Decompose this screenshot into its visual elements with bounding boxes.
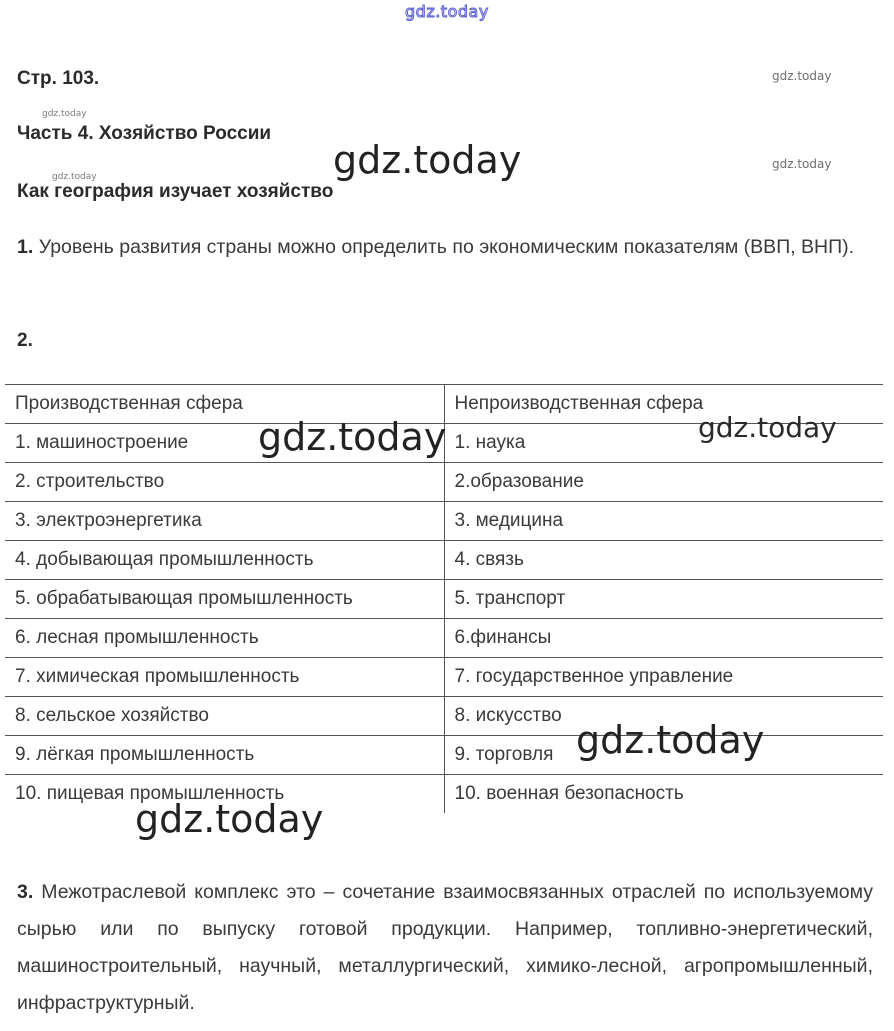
table-cell: 9. лёгкая промышленность — [5, 736, 444, 775]
table-cell: 4. связь — [444, 541, 883, 580]
table-cell: 3. медицина — [444, 502, 883, 541]
question-3 — [17, 874, 873, 1022]
question-1 — [17, 229, 873, 266]
question-2-number: 2. — [17, 330, 33, 351]
question-3-text: Межотраслевой комплекс это – сочетание взаимосвязанных отраслей по используемому сырью или по выпуску готовой продукции. Например, топливно-энергетический, машиностроительный, научный, металлургический, химико-лесной, агропромышленный, инфраструктурный. — [17, 881, 873, 1014]
watermark-big: gdz.today — [576, 718, 765, 762]
table-row — [5, 502, 883, 541]
watermark-big: gdz.today — [258, 415, 447, 459]
table-row — [5, 541, 883, 580]
table-header-nonproduction: Непроизводственная сфера — [444, 385, 883, 424]
table-cell: 1. наука — [444, 424, 883, 463]
table-cell: 6. лесная промышленность — [5, 619, 444, 658]
watermark-top: gdz.today — [405, 2, 489, 21]
table-row — [5, 658, 883, 697]
watermark-small: gdz.today — [772, 69, 832, 83]
watermark-small: gdz.today — [52, 172, 97, 182]
table-cell: 6.финансы — [444, 619, 883, 658]
page-reference: Стр. 103. — [17, 68, 100, 89]
table-cell: 4. добывающая промышленность — [5, 541, 444, 580]
section-title: Как география изучает хозяйство — [17, 181, 334, 202]
table-header-production: Производственная сфера — [5, 385, 444, 424]
table-cell: 3. электроэнергетика — [5, 502, 444, 541]
table-row — [5, 619, 883, 658]
watermark-big: gdz.today — [698, 411, 837, 444]
table-cell: 8. искусство — [444, 697, 883, 736]
question-3-number: 3. — [17, 881, 34, 903]
watermark-big: gdz.today — [333, 138, 522, 182]
table-cell: 10. пищевая промышленность — [5, 775, 444, 814]
watermark-big: gdz.today — [135, 797, 324, 841]
table-cell: 5. обрабатывающая промышленность — [5, 580, 444, 619]
table-cell: 5. транспорт — [444, 580, 883, 619]
table-cell: 9. торговля — [444, 736, 883, 775]
table-cell: 7. химическая промышленность — [5, 658, 444, 697]
table-cell: 2. строительство — [5, 463, 444, 502]
table-cell: 10. военная безопасность — [444, 775, 883, 814]
part-title: Часть 4. Хозяйство России — [17, 123, 272, 144]
table-row — [5, 580, 883, 619]
table-cell: 7. государственное управление — [444, 658, 883, 697]
table-cell: 2.образование — [444, 463, 883, 502]
question-1-text: Уровень развития страны можно определить по экономическим показателям (ВВП, ВНП). — [38, 236, 855, 258]
table-cell: 1. машиностроение — [5, 424, 444, 463]
watermark-small: gdz.today — [772, 157, 832, 171]
watermark-small: gdz.today — [42, 109, 87, 119]
question-1-number: 1. — [17, 236, 34, 258]
table-cell: 8. сельское хозяйство — [5, 697, 444, 736]
table-row — [5, 463, 883, 502]
